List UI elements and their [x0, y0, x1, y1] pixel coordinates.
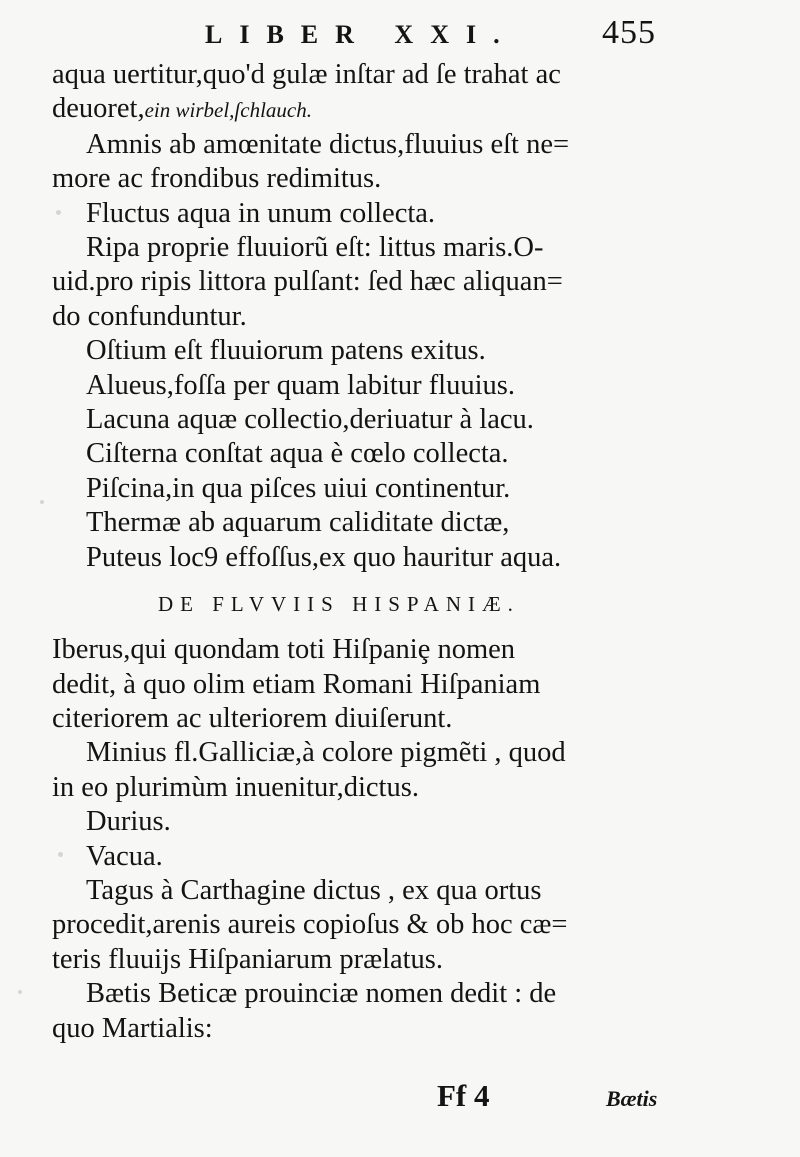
text-line: Alueus,foſſa per quam labitur fluuius.: [86, 369, 515, 401]
text-line-start: deuoret,: [52, 93, 145, 125]
text-line: in eo plurimùm inuenitur,dictus.: [52, 771, 419, 803]
text-line: Bætis Beticæ prouinciæ nomen dedit : de: [86, 978, 557, 1010]
text-line: aqua uertitur,quo'd gulæ inſtar ad ſe trahat ac: [52, 59, 561, 90]
paper-speck: [56, 210, 61, 215]
text-line: dedit, à quo olim etiam Romani Hiſpaniam: [52, 668, 541, 700]
running-head: [0, 14, 800, 54]
text-line: Ripa proprie fluuiorũ eſt: littus maris.O-: [86, 232, 544, 264]
text-line: Durius.: [86, 806, 171, 838]
page-number: 455: [602, 14, 656, 51]
text-line: citeriorem ac ulteriorem diuiſerunt.: [52, 702, 453, 734]
text-line: Puteus loc9 effoſſus,ex quo hauritur aqua.: [86, 541, 562, 573]
section-heading: DE FLVVIIS HISPANIÆ.: [158, 592, 520, 617]
text-line: procedit,arenis aureis copioſus & ob hoc cæ=: [52, 909, 568, 941]
paper-speck: [40, 500, 44, 504]
catchword: Bætis: [606, 1086, 658, 1111]
signature-mark: Ff 4: [437, 1078, 490, 1113]
text-line: Amnis ab amœnitate dictus,fluuius eſt ne=: [86, 128, 570, 160]
text-line: uid.pro ripis littora pulſant: ſed hæc aliquan=: [52, 266, 563, 298]
text-line: Fluctus aqua in unum collecta.: [86, 197, 436, 229]
page-footer: [0, 1078, 800, 1128]
text-line: Oſtium eſt fluuiorum patens exitus.: [86, 335, 486, 367]
body-text: [52, 58, 677, 1046]
text-line: Lacuna aquæ collectio,deriuatur à lacu.: [86, 404, 534, 436]
text-line: Ciſterna conſtat aqua è cœlo collecta.: [86, 438, 509, 470]
german-gloss: ein wirbel,ſchlauch.: [144, 98, 312, 123]
text-line: Thermæ ab aquarum caliditate dictæ,: [86, 507, 510, 539]
text-line: Vacua.: [86, 840, 163, 872]
text-line: [52, 92, 677, 127]
text-line: Tagus à Carthagine dictus , ex qua ortus: [86, 874, 542, 906]
text-line: Iberus,qui quondam toti Hiſpaniȩ nomen: [52, 634, 516, 666]
text-line: more ac frondibus redimitus.: [52, 163, 382, 195]
paper-speck: [58, 852, 63, 857]
text-line: Minius fl.Galliciæ,à colore pigmẽti , quod: [86, 737, 566, 769]
text-line: quo Martialis:: [52, 1012, 213, 1044]
paper-speck: [18, 990, 22, 994]
text-line: teris fluuijs Hiſpaniarum prælatus.: [52, 943, 444, 975]
running-head-title: LIBER XXI.: [205, 20, 517, 49]
text-line: do confunduntur.: [52, 300, 247, 332]
text-line: Piſcina,in qua piſces uiui continentur.: [86, 472, 511, 504]
